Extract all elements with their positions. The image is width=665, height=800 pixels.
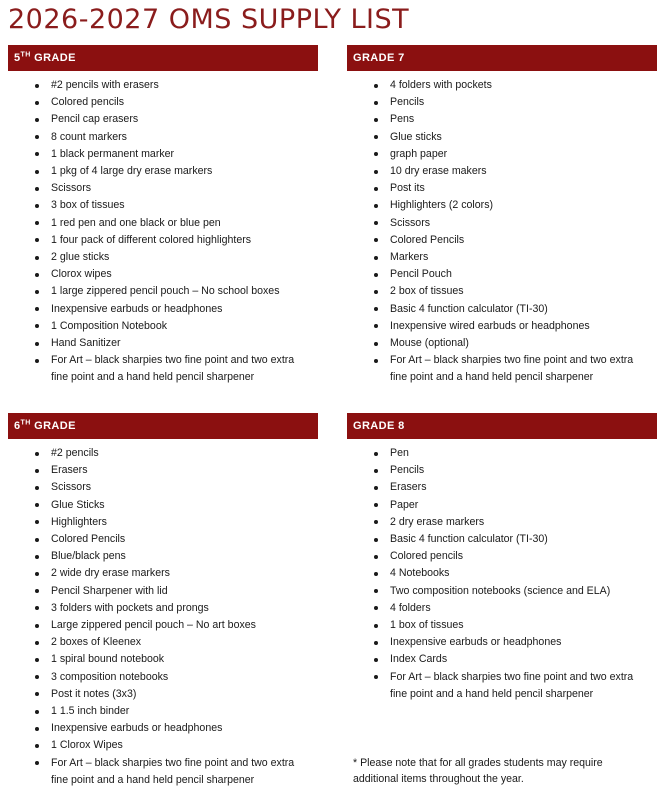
list-item: 2 box of tissues	[347, 283, 657, 300]
list-item: Mouse (optional)	[347, 335, 657, 352]
list-item: Scissors	[347, 215, 657, 232]
grade-5-header-sup: TH	[20, 51, 31, 59]
list-item: Pen	[347, 445, 657, 462]
list-item: Inexpensive earbuds or headphones	[8, 720, 318, 737]
grade-6-section	[8, 413, 318, 789]
list-item: 1 Clorox Wipes	[8, 737, 318, 754]
grade-6-header-num: 6	[14, 420, 21, 432]
list-item: 1 1.5 inch binder	[8, 703, 318, 720]
list-item: 1 large zippered pencil pouch – No school boxes	[8, 283, 318, 300]
list-item: Erasers	[347, 479, 657, 496]
grade-6-header-rest: GRADE	[30, 420, 76, 432]
list-item: Index Cards	[347, 651, 657, 668]
list-item: For Art – black sharpies two fine point and two extra fine point and a hand held pencil sharpener	[347, 352, 657, 386]
footnote: * Please note that for all grades students may require additional items throughout the year.	[353, 757, 603, 785]
list-item: For Art – black sharpies two fine point and two extra fine point and a hand held pencil sharpener	[347, 669, 657, 703]
list-item: Glue Sticks	[8, 497, 318, 514]
list-item: Inexpensive earbuds or headphones	[347, 634, 657, 651]
page-title: 2026-2027 OMS SUPPLY LIST	[8, 4, 410, 35]
list-item: 2 boxes of Kleenex	[8, 634, 318, 651]
list-item: Colored Pencils	[347, 232, 657, 249]
list-item: 1 box of tissues	[347, 617, 657, 634]
list-item: 10 dry erase makers	[347, 163, 657, 180]
grade-6-header	[8, 413, 318, 439]
list-item: Colored pencils	[8, 94, 318, 111]
grade-7-header: GRADE 7	[347, 45, 657, 71]
list-item: Basic 4 function calculator (TI-30)	[347, 531, 657, 548]
list-item: Pencils	[347, 462, 657, 479]
list-item: Pencil Pouch	[347, 266, 657, 283]
list-item: 1 pkg of 4 large dry erase markers	[8, 163, 318, 180]
grade-5-header-num: 5	[14, 52, 21, 64]
list-item: Glue sticks	[347, 129, 657, 146]
grade-5-list	[8, 77, 318, 387]
list-item: 8 count markers	[8, 129, 318, 146]
list-item: 4 folders	[347, 600, 657, 617]
grade-7-section	[347, 45, 657, 387]
list-item: Pencil cap erasers	[8, 111, 318, 128]
list-item: 1 red pen and one black or blue pen	[8, 215, 318, 232]
list-item: graph paper	[347, 146, 657, 163]
grade-8-header: GRADE 8	[347, 413, 657, 439]
list-item: Paper	[347, 497, 657, 514]
list-item: Pens	[347, 111, 657, 128]
grade-5-section	[8, 45, 318, 387]
list-item: Blue/black pens	[8, 548, 318, 565]
grade-5-header-rest: GRADE	[30, 52, 76, 64]
list-item: 1 black permanent marker	[8, 146, 318, 163]
list-item: Highlighters	[8, 514, 318, 531]
list-item: Large zippered pencil pouch – No art boxes	[8, 617, 318, 634]
list-item: Markers	[347, 249, 657, 266]
list-item: Scissors	[8, 479, 318, 496]
list-item: 3 box of tissues	[8, 197, 318, 214]
list-item: 2 wide dry erase markers	[8, 565, 318, 582]
list-item: Highlighters (2 colors)	[347, 197, 657, 214]
list-item: 3 folders with pockets and prongs	[8, 600, 318, 617]
grade-8-section	[347, 413, 657, 703]
list-item: Scissors	[8, 180, 318, 197]
list-item: Post it notes (3x3)	[8, 686, 318, 703]
list-item: 1 spiral bound notebook	[8, 651, 318, 668]
list-item: 3 composition notebooks	[8, 669, 318, 686]
list-item: Inexpensive earbuds or headphones	[8, 301, 318, 318]
list-item: Pencil Sharpener with lid	[8, 583, 318, 600]
grade-5-header	[8, 45, 318, 71]
grade-6-list	[8, 445, 318, 789]
list-item: 1 four pack of different colored highlighters	[8, 232, 318, 249]
grade-7-list	[347, 77, 657, 387]
list-item: Pencils	[347, 94, 657, 111]
list-item: 4 folders with pockets	[347, 77, 657, 94]
list-item: 2 glue sticks	[8, 249, 318, 266]
list-item: 4 Notebooks	[347, 565, 657, 582]
list-item: Inexpensive wired earbuds or headphones	[347, 318, 657, 335]
list-item: For Art – black sharpies two fine point and two extra fine point and a hand held pencil sharpener	[8, 755, 318, 789]
list-item: 1 Composition Notebook	[8, 318, 318, 335]
list-item: Colored Pencils	[8, 531, 318, 548]
list-item: Colored pencils	[347, 548, 657, 565]
list-item: Post its	[347, 180, 657, 197]
list-item: For Art – black sharpies two fine point and two extra fine point and a hand held pencil sharpener	[8, 352, 318, 386]
list-item: 2 dry erase markers	[347, 514, 657, 531]
list-item: Hand Sanitizer	[8, 335, 318, 352]
list-item: Clorox wipes	[8, 266, 318, 283]
grade-6-header-sup: TH	[20, 419, 31, 427]
grade-8-list	[347, 445, 657, 703]
list-item: Erasers	[8, 462, 318, 479]
list-item: #2 pencils	[8, 445, 318, 462]
list-item: #2 pencils with erasers	[8, 77, 318, 94]
list-item: Two composition notebooks (science and ELA)	[347, 583, 657, 600]
list-item: Basic 4 function calculator (TI-30)	[347, 301, 657, 318]
